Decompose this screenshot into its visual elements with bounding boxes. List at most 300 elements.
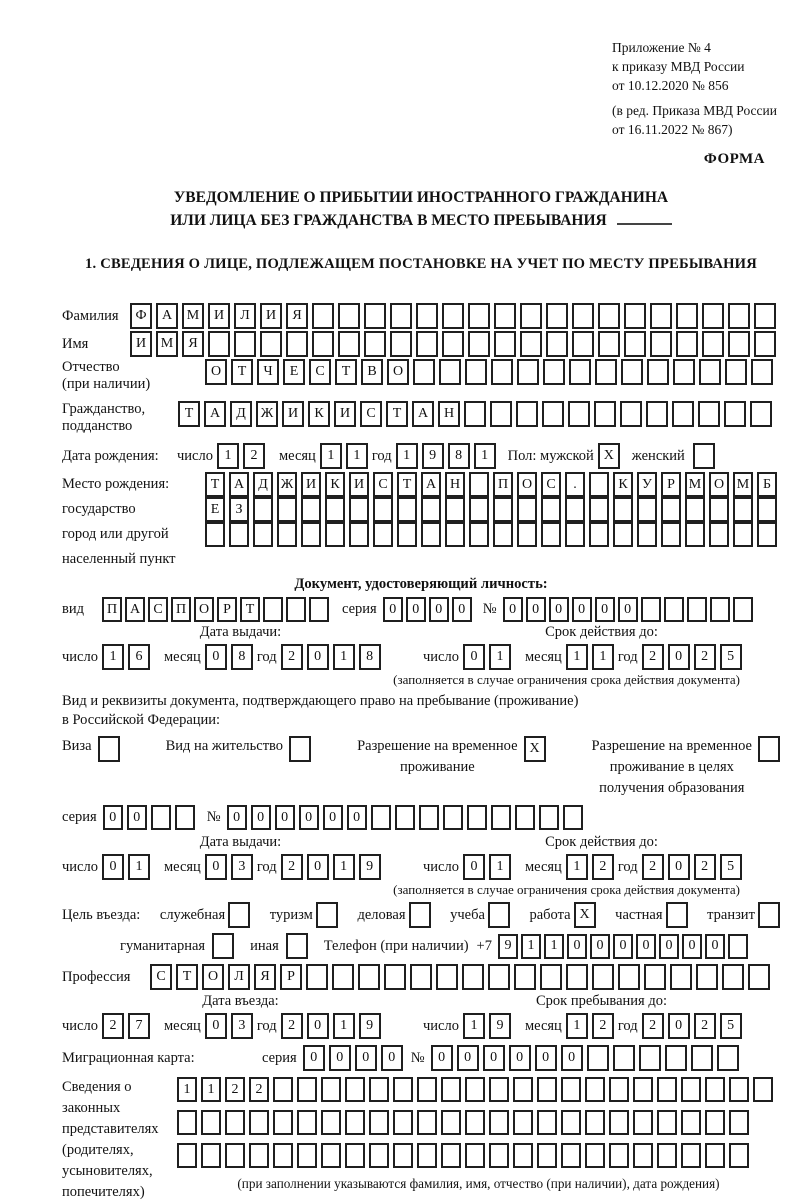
char-cell[interactable] bbox=[561, 1143, 581, 1168]
char-cell[interactable] bbox=[543, 359, 565, 385]
char-cell[interactable] bbox=[702, 303, 724, 329]
char-cell[interactable] bbox=[729, 1077, 749, 1102]
char-cell[interactable]: 5 bbox=[720, 644, 742, 670]
char-cell[interactable] bbox=[464, 401, 486, 427]
char-cell[interactable]: 0 bbox=[227, 805, 247, 830]
char-cell[interactable] bbox=[673, 359, 695, 385]
char-cell[interactable] bbox=[177, 1143, 197, 1168]
char-cell[interactable]: 1 bbox=[201, 1077, 221, 1102]
char-cell[interactable]: 0 bbox=[429, 597, 449, 622]
char-cell[interactable] bbox=[621, 359, 643, 385]
char-cell[interactable] bbox=[561, 1077, 581, 1102]
char-cell[interactable]: 1 bbox=[217, 443, 239, 469]
char-cell[interactable] bbox=[705, 1143, 725, 1168]
char-cell[interactable] bbox=[332, 964, 354, 990]
char-cell[interactable] bbox=[306, 964, 328, 990]
char-cell[interactable]: Л bbox=[228, 964, 250, 990]
char-cell[interactable] bbox=[467, 805, 487, 830]
char-cell[interactable] bbox=[657, 1143, 677, 1168]
char-cell[interactable] bbox=[665, 1045, 687, 1071]
char-cell[interactable]: Н bbox=[445, 472, 465, 497]
char-cell[interactable] bbox=[594, 401, 616, 427]
char-cell[interactable] bbox=[541, 522, 561, 547]
char-cell[interactable] bbox=[728, 331, 750, 357]
char-cell[interactable]: 0 bbox=[323, 805, 343, 830]
char-cell[interactable]: 0 bbox=[381, 1045, 403, 1071]
char-cell[interactable] bbox=[650, 331, 672, 357]
char-cell[interactable]: И bbox=[130, 331, 152, 357]
char-cell[interactable]: А bbox=[421, 472, 441, 497]
char-cell[interactable] bbox=[699, 359, 721, 385]
char-cell[interactable]: 1 bbox=[396, 443, 418, 469]
char-cell[interactable]: М bbox=[156, 331, 178, 357]
char-cell[interactable]: 0 bbox=[102, 854, 124, 880]
char-cell[interactable] bbox=[585, 1077, 605, 1102]
char-cell[interactable] bbox=[390, 331, 412, 357]
char-cell[interactable] bbox=[325, 497, 345, 522]
char-cell[interactable] bbox=[670, 964, 692, 990]
char-cell[interactable] bbox=[349, 522, 369, 547]
char-cell[interactable]: 0 bbox=[303, 1045, 325, 1071]
char-cell[interactable] bbox=[661, 522, 681, 547]
char-cell[interactable]: Р bbox=[217, 597, 237, 622]
purpose-private-checkbox[interactable] bbox=[666, 902, 688, 928]
char-cell[interactable]: 0 bbox=[457, 1045, 479, 1071]
char-cell[interactable]: В bbox=[361, 359, 383, 385]
char-cell[interactable] bbox=[417, 1077, 437, 1102]
char-cell[interactable] bbox=[371, 805, 391, 830]
char-cell[interactable]: 2 bbox=[243, 443, 265, 469]
char-cell[interactable]: А bbox=[229, 472, 249, 497]
char-cell[interactable]: 0 bbox=[383, 597, 403, 622]
char-cell[interactable] bbox=[462, 964, 484, 990]
char-cell[interactable] bbox=[565, 522, 585, 547]
char-cell[interactable] bbox=[517, 522, 537, 547]
char-cell[interactable]: О bbox=[202, 964, 224, 990]
char-cell[interactable] bbox=[410, 964, 432, 990]
char-cell[interactable] bbox=[681, 1110, 701, 1135]
char-cell[interactable] bbox=[416, 303, 438, 329]
char-cell[interactable]: 0 bbox=[355, 1045, 377, 1071]
char-cell[interactable] bbox=[633, 1077, 653, 1102]
char-cell[interactable]: 2 bbox=[102, 1013, 124, 1039]
char-cell[interactable]: 1 bbox=[333, 1013, 355, 1039]
purpose-tourism-checkbox[interactable] bbox=[316, 902, 338, 928]
char-cell[interactable]: 2 bbox=[642, 644, 664, 670]
char-cell[interactable] bbox=[589, 472, 609, 497]
char-cell[interactable] bbox=[572, 331, 594, 357]
char-cell[interactable]: И bbox=[208, 303, 230, 329]
char-cell[interactable] bbox=[585, 1110, 605, 1135]
char-cell[interactable] bbox=[585, 1143, 605, 1168]
char-cell[interactable]: 1 bbox=[489, 644, 511, 670]
char-cell[interactable]: А bbox=[204, 401, 226, 427]
char-cell[interactable] bbox=[421, 522, 441, 547]
char-cell[interactable]: . bbox=[565, 472, 585, 497]
char-cell[interactable]: 0 bbox=[509, 1045, 531, 1071]
char-cell[interactable] bbox=[151, 805, 171, 830]
char-cell[interactable]: И bbox=[301, 472, 321, 497]
char-cell[interactable]: 3 bbox=[231, 1013, 253, 1039]
char-cell[interactable] bbox=[469, 522, 489, 547]
char-cell[interactable]: 2 bbox=[281, 854, 303, 880]
char-cell[interactable]: И bbox=[260, 303, 282, 329]
char-cell[interactable]: 0 bbox=[636, 934, 656, 959]
char-cell[interactable]: 2 bbox=[225, 1077, 245, 1102]
char-cell[interactable] bbox=[253, 497, 273, 522]
char-cell[interactable]: А bbox=[412, 401, 434, 427]
char-cell[interactable] bbox=[490, 401, 512, 427]
char-cell[interactable] bbox=[491, 359, 513, 385]
char-cell[interactable]: 0 bbox=[452, 597, 472, 622]
char-cell[interactable]: 0 bbox=[549, 597, 569, 622]
char-cell[interactable]: 0 bbox=[463, 854, 485, 880]
char-cell[interactable]: У bbox=[637, 472, 657, 497]
char-cell[interactable] bbox=[249, 1110, 269, 1135]
char-cell[interactable]: 2 bbox=[592, 1013, 614, 1039]
char-cell[interactable] bbox=[641, 597, 661, 622]
char-cell[interactable] bbox=[286, 331, 308, 357]
char-cell[interactable] bbox=[312, 303, 334, 329]
char-cell[interactable] bbox=[637, 497, 657, 522]
char-cell[interactable] bbox=[301, 497, 321, 522]
char-cell[interactable] bbox=[493, 497, 513, 522]
char-cell[interactable]: 9 bbox=[359, 1013, 381, 1039]
char-cell[interactable] bbox=[609, 1077, 629, 1102]
char-cell[interactable]: 0 bbox=[205, 644, 227, 670]
char-cell[interactable] bbox=[442, 331, 464, 357]
char-cell[interactable] bbox=[685, 497, 705, 522]
char-cell[interactable]: З bbox=[229, 497, 249, 522]
char-cell[interactable]: Ч bbox=[257, 359, 279, 385]
char-cell[interactable]: 0 bbox=[705, 934, 725, 959]
char-cell[interactable] bbox=[338, 331, 360, 357]
char-cell[interactable] bbox=[345, 1110, 365, 1135]
char-cell[interactable]: 0 bbox=[127, 805, 147, 830]
char-cell[interactable]: М bbox=[685, 472, 705, 497]
char-cell[interactable] bbox=[369, 1077, 389, 1102]
char-cell[interactable]: 9 bbox=[422, 443, 444, 469]
char-cell[interactable] bbox=[417, 1143, 437, 1168]
char-cell[interactable] bbox=[416, 331, 438, 357]
char-cell[interactable] bbox=[286, 597, 306, 622]
char-cell[interactable] bbox=[277, 522, 297, 547]
char-cell[interactable]: Т bbox=[335, 359, 357, 385]
char-cell[interactable] bbox=[537, 1077, 557, 1102]
char-cell[interactable]: 1 bbox=[102, 644, 124, 670]
char-cell[interactable]: 0 bbox=[613, 934, 633, 959]
char-cell[interactable] bbox=[469, 497, 489, 522]
temp-residence-checkbox[interactable]: X bbox=[524, 736, 546, 762]
char-cell[interactable] bbox=[609, 1110, 629, 1135]
purpose-business-checkbox[interactable] bbox=[409, 902, 431, 928]
char-cell[interactable] bbox=[443, 805, 463, 830]
char-cell[interactable] bbox=[494, 303, 516, 329]
char-cell[interactable] bbox=[705, 1077, 725, 1102]
char-cell[interactable] bbox=[728, 303, 750, 329]
char-cell[interactable]: Т bbox=[231, 359, 253, 385]
char-cell[interactable] bbox=[753, 1077, 773, 1102]
char-cell[interactable]: 1 bbox=[463, 1013, 485, 1039]
char-cell[interactable]: 0 bbox=[205, 854, 227, 880]
char-cell[interactable]: 0 bbox=[526, 597, 546, 622]
char-cell[interactable]: 8 bbox=[448, 443, 470, 469]
purpose-transit-checkbox[interactable] bbox=[758, 902, 780, 928]
char-cell[interactable]: 9 bbox=[489, 1013, 511, 1039]
char-cell[interactable]: 1 bbox=[544, 934, 564, 959]
char-cell[interactable] bbox=[493, 522, 513, 547]
char-cell[interactable] bbox=[613, 1045, 635, 1071]
char-cell[interactable] bbox=[201, 1143, 221, 1168]
char-cell[interactable]: 0 bbox=[618, 597, 638, 622]
char-cell[interactable]: Р bbox=[280, 964, 302, 990]
char-cell[interactable]: 0 bbox=[299, 805, 319, 830]
char-cell[interactable]: 9 bbox=[498, 934, 518, 959]
char-cell[interactable]: 0 bbox=[347, 805, 367, 830]
char-cell[interactable] bbox=[491, 805, 511, 830]
char-cell[interactable]: 0 bbox=[659, 934, 679, 959]
char-cell[interactable] bbox=[637, 522, 657, 547]
char-cell[interactable]: С bbox=[150, 964, 172, 990]
char-cell[interactable]: П bbox=[171, 597, 191, 622]
char-cell[interactable] bbox=[513, 1077, 533, 1102]
char-cell[interactable] bbox=[754, 303, 776, 329]
char-cell[interactable] bbox=[592, 964, 614, 990]
char-cell[interactable] bbox=[515, 805, 535, 830]
char-cell[interactable] bbox=[312, 331, 334, 357]
char-cell[interactable] bbox=[277, 497, 297, 522]
char-cell[interactable] bbox=[572, 303, 594, 329]
char-cell[interactable] bbox=[595, 359, 617, 385]
char-cell[interactable] bbox=[650, 303, 672, 329]
char-cell[interactable]: И bbox=[349, 472, 369, 497]
char-cell[interactable]: 0 bbox=[307, 1013, 329, 1039]
char-cell[interactable] bbox=[419, 805, 439, 830]
char-cell[interactable]: 2 bbox=[694, 854, 716, 880]
char-cell[interactable] bbox=[561, 1110, 581, 1135]
char-cell[interactable]: 0 bbox=[275, 805, 295, 830]
char-cell[interactable] bbox=[297, 1110, 317, 1135]
char-cell[interactable] bbox=[517, 359, 539, 385]
char-cell[interactable]: 0 bbox=[668, 1013, 690, 1039]
char-cell[interactable] bbox=[676, 303, 698, 329]
char-cell[interactable] bbox=[696, 964, 718, 990]
visa-checkbox[interactable] bbox=[98, 736, 120, 762]
char-cell[interactable]: 0 bbox=[463, 644, 485, 670]
char-cell[interactable] bbox=[624, 331, 646, 357]
char-cell[interactable] bbox=[273, 1143, 293, 1168]
char-cell[interactable]: С bbox=[373, 472, 393, 497]
char-cell[interactable] bbox=[647, 359, 669, 385]
char-cell[interactable] bbox=[728, 934, 748, 959]
char-cell[interactable] bbox=[301, 522, 321, 547]
char-cell[interactable] bbox=[369, 1110, 389, 1135]
char-cell[interactable]: С bbox=[148, 597, 168, 622]
char-cell[interactable] bbox=[441, 1110, 461, 1135]
char-cell[interactable]: О bbox=[205, 359, 227, 385]
char-cell[interactable] bbox=[618, 964, 640, 990]
char-cell[interactable]: Б bbox=[757, 472, 777, 497]
char-cell[interactable] bbox=[358, 964, 380, 990]
char-cell[interactable]: О bbox=[194, 597, 214, 622]
char-cell[interactable] bbox=[587, 1045, 609, 1071]
char-cell[interactable] bbox=[177, 1110, 197, 1135]
char-cell[interactable] bbox=[687, 597, 707, 622]
char-cell[interactable] bbox=[465, 359, 487, 385]
char-cell[interactable] bbox=[338, 303, 360, 329]
char-cell[interactable] bbox=[724, 401, 746, 427]
char-cell[interactable] bbox=[613, 497, 633, 522]
char-cell[interactable]: 0 bbox=[329, 1045, 351, 1071]
char-cell[interactable] bbox=[685, 522, 705, 547]
char-cell[interactable]: К bbox=[325, 472, 345, 497]
char-cell[interactable] bbox=[513, 1143, 533, 1168]
char-cell[interactable] bbox=[321, 1110, 341, 1135]
char-cell[interactable]: 1 bbox=[566, 644, 588, 670]
char-cell[interactable]: Т bbox=[205, 472, 225, 497]
char-cell[interactable]: 1 bbox=[521, 934, 541, 959]
char-cell[interactable] bbox=[465, 1110, 485, 1135]
char-cell[interactable] bbox=[439, 359, 461, 385]
char-cell[interactable] bbox=[598, 331, 620, 357]
char-cell[interactable]: 0 bbox=[572, 597, 592, 622]
char-cell[interactable]: 0 bbox=[406, 597, 426, 622]
char-cell[interactable] bbox=[494, 331, 516, 357]
char-cell[interactable] bbox=[546, 303, 568, 329]
char-cell[interactable]: 5 bbox=[720, 1013, 742, 1039]
char-cell[interactable] bbox=[273, 1110, 293, 1135]
char-cell[interactable]: Д bbox=[253, 472, 273, 497]
char-cell[interactable] bbox=[757, 497, 777, 522]
char-cell[interactable]: Я bbox=[182, 331, 204, 357]
char-cell[interactable]: 0 bbox=[535, 1045, 557, 1071]
char-cell[interactable]: 1 bbox=[333, 644, 355, 670]
char-cell[interactable] bbox=[546, 331, 568, 357]
char-cell[interactable]: Е bbox=[283, 359, 305, 385]
char-cell[interactable] bbox=[681, 1143, 701, 1168]
char-cell[interactable] bbox=[725, 359, 747, 385]
char-cell[interactable]: 5 bbox=[720, 854, 742, 880]
char-cell[interactable] bbox=[537, 1143, 557, 1168]
char-cell[interactable] bbox=[309, 597, 329, 622]
char-cell[interactable] bbox=[442, 303, 464, 329]
purpose-work-checkbox[interactable]: X bbox=[574, 902, 596, 928]
char-cell[interactable] bbox=[345, 1077, 365, 1102]
temp-residence-education-checkbox[interactable] bbox=[758, 736, 780, 762]
char-cell[interactable]: 1 bbox=[177, 1077, 197, 1102]
char-cell[interactable] bbox=[514, 964, 536, 990]
char-cell[interactable] bbox=[397, 497, 417, 522]
char-cell[interactable] bbox=[393, 1077, 413, 1102]
char-cell[interactable]: Ж bbox=[277, 472, 297, 497]
char-cell[interactable]: Ж bbox=[256, 401, 278, 427]
char-cell[interactable]: 2 bbox=[249, 1077, 269, 1102]
char-cell[interactable]: 1 bbox=[333, 854, 355, 880]
char-cell[interactable] bbox=[445, 497, 465, 522]
char-cell[interactable]: 2 bbox=[281, 1013, 303, 1039]
char-cell[interactable] bbox=[566, 964, 588, 990]
char-cell[interactable] bbox=[710, 597, 730, 622]
char-cell[interactable]: И bbox=[334, 401, 356, 427]
char-cell[interactable]: 1 bbox=[346, 443, 368, 469]
char-cell[interactable] bbox=[489, 1110, 509, 1135]
residence-permit-checkbox[interactable] bbox=[289, 736, 311, 762]
male-checkbox[interactable]: X bbox=[598, 443, 620, 469]
purpose-study-checkbox[interactable] bbox=[488, 902, 510, 928]
char-cell[interactable] bbox=[520, 331, 542, 357]
char-cell[interactable]: Т bbox=[397, 472, 417, 497]
char-cell[interactable] bbox=[413, 359, 435, 385]
char-cell[interactable]: Д bbox=[230, 401, 252, 427]
char-cell[interactable]: Т bbox=[178, 401, 200, 427]
char-cell[interactable] bbox=[542, 401, 564, 427]
char-cell[interactable] bbox=[664, 597, 684, 622]
char-cell[interactable] bbox=[717, 1045, 739, 1071]
char-cell[interactable] bbox=[373, 497, 393, 522]
char-cell[interactable] bbox=[469, 472, 489, 497]
char-cell[interactable] bbox=[263, 597, 283, 622]
char-cell[interactable]: Р bbox=[661, 472, 681, 497]
char-cell[interactable]: 2 bbox=[642, 854, 664, 880]
char-cell[interactable] bbox=[468, 303, 490, 329]
char-cell[interactable]: 1 bbox=[489, 854, 511, 880]
char-cell[interactable] bbox=[754, 331, 776, 357]
char-cell[interactable] bbox=[321, 1143, 341, 1168]
char-cell[interactable]: С bbox=[541, 472, 561, 497]
char-cell[interactable]: 0 bbox=[483, 1045, 505, 1071]
char-cell[interactable] bbox=[488, 964, 510, 990]
char-cell[interactable]: 0 bbox=[431, 1045, 453, 1071]
char-cell[interactable]: А bbox=[125, 597, 145, 622]
char-cell[interactable] bbox=[539, 805, 559, 830]
char-cell[interactable] bbox=[569, 359, 591, 385]
char-cell[interactable]: П bbox=[102, 597, 122, 622]
char-cell[interactable] bbox=[698, 401, 720, 427]
char-cell[interactable] bbox=[633, 1110, 653, 1135]
char-cell[interactable]: 2 bbox=[642, 1013, 664, 1039]
char-cell[interactable] bbox=[225, 1143, 245, 1168]
char-cell[interactable]: 8 bbox=[359, 644, 381, 670]
char-cell[interactable] bbox=[465, 1077, 485, 1102]
char-cell[interactable] bbox=[201, 1110, 221, 1135]
char-cell[interactable]: 6 bbox=[128, 644, 150, 670]
char-cell[interactable] bbox=[751, 359, 773, 385]
char-cell[interactable] bbox=[395, 805, 415, 830]
char-cell[interactable] bbox=[393, 1143, 413, 1168]
char-cell[interactable] bbox=[436, 964, 458, 990]
char-cell[interactable]: 2 bbox=[281, 644, 303, 670]
char-cell[interactable]: К bbox=[613, 472, 633, 497]
char-cell[interactable] bbox=[589, 522, 609, 547]
char-cell[interactable] bbox=[441, 1077, 461, 1102]
char-cell[interactable] bbox=[393, 1110, 413, 1135]
char-cell[interactable] bbox=[639, 1045, 661, 1071]
char-cell[interactable]: О bbox=[387, 359, 409, 385]
char-cell[interactable]: Т bbox=[176, 964, 198, 990]
char-cell[interactable] bbox=[568, 401, 590, 427]
char-cell[interactable]: 2 bbox=[592, 854, 614, 880]
char-cell[interactable] bbox=[661, 497, 681, 522]
char-cell[interactable] bbox=[748, 964, 770, 990]
char-cell[interactable] bbox=[709, 497, 729, 522]
char-cell[interactable]: 7 bbox=[128, 1013, 150, 1039]
char-cell[interactable] bbox=[633, 1143, 653, 1168]
char-cell[interactable]: 3 bbox=[231, 854, 253, 880]
female-checkbox[interactable] bbox=[693, 443, 715, 469]
char-cell[interactable] bbox=[733, 522, 753, 547]
char-cell[interactable]: М bbox=[733, 472, 753, 497]
char-cell[interactable]: М bbox=[182, 303, 204, 329]
